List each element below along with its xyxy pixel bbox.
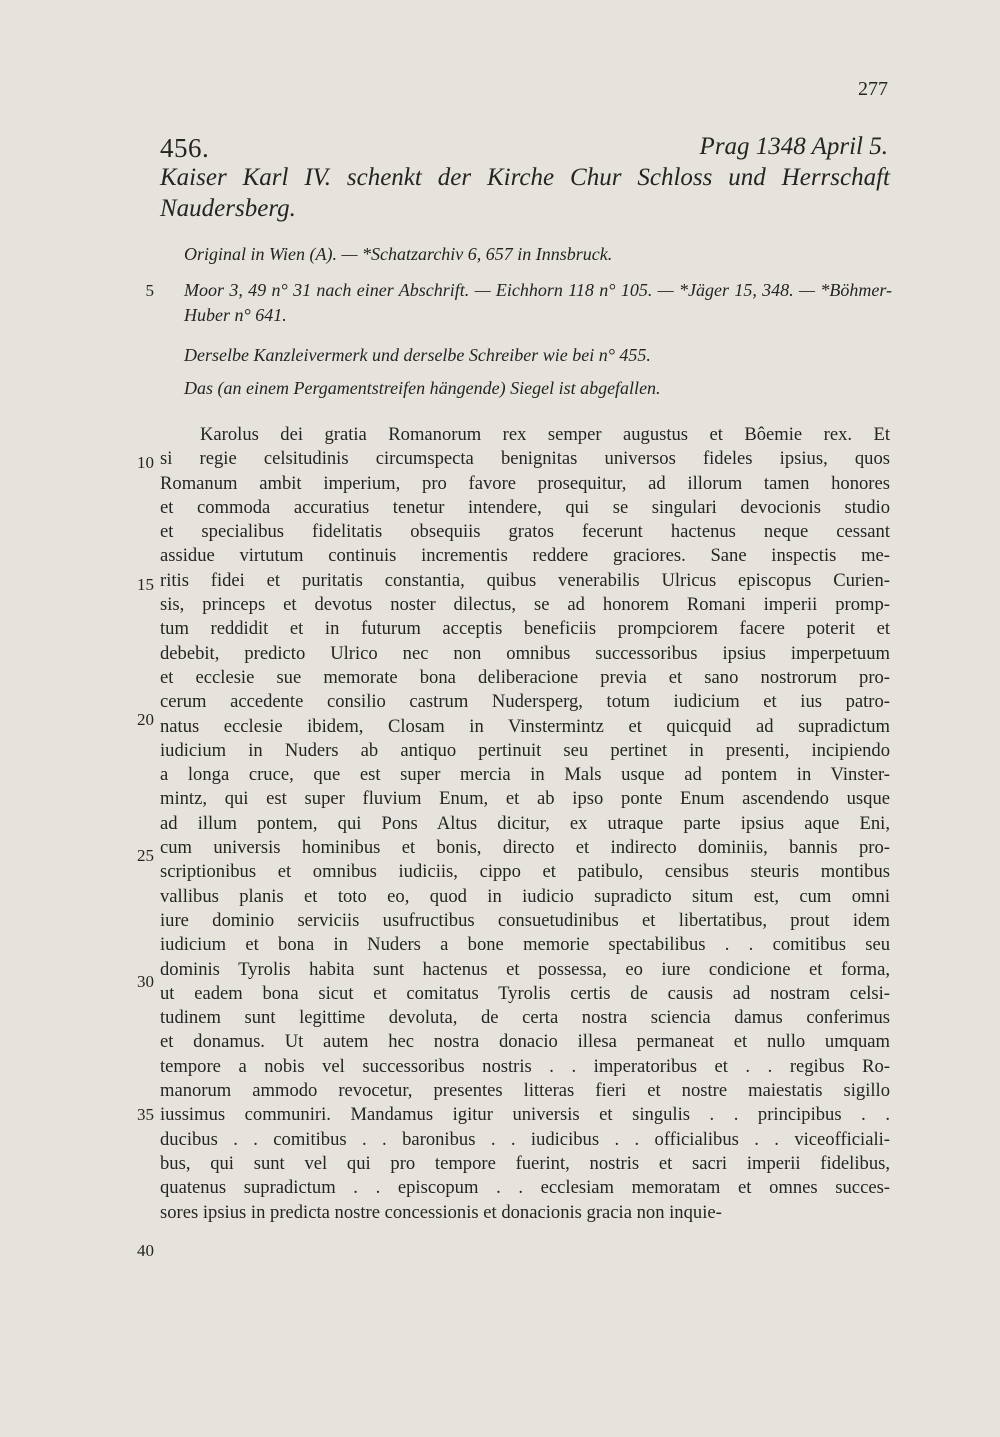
page-number: 277: [858, 78, 888, 100]
line-number-30: 30: [137, 972, 154, 991]
text-line: tum reddidit et in futurum acceptis beneficiis prompciorem facere poterit et: [160, 618, 890, 640]
text-line: ad illum pontem, qui Pons Altus dicitur, ex utraque parte ipsius aque Eni,: [160, 812, 890, 834]
charter-text: [160, 423, 890, 1225]
text-line: sis, princeps et devotus noster dilectus, se ad honorem Romani imperii promp-: [160, 594, 890, 616]
text-line: Romanum ambit imperium, pro favore prosequitur, ad illorum tamen honores: [160, 472, 890, 494]
text-line: iussimus communiri. Mandamus igitur universis et singulis . . principibus . .: [160, 1104, 890, 1126]
text-line: scriptionibus et omnibus iudiciis, cippo et patibulo, censibus steuris montibus: [160, 861, 890, 883]
text-line: dominis Tyrolis habita sunt hactenus et possessa, eo iure condicione et forma,: [160, 958, 890, 980]
text-line: vallibus planis et toto eo, quod in iudicio supradicto situm est, cum omni: [160, 885, 890, 907]
source-line-editions: Moor 3, 49 n° 31 nach einer Abschrift. — Eichhorn 118 n° 105. — *Jäger 15, 348. — *Böhmer-Huber n° 641.: [184, 280, 892, 325]
text-line: cum universis hominibus et bonis, directo et indirecto dominiis, bannis pro-: [160, 837, 890, 859]
text-line: Karolus dei gratia Romanorum rex semper augustus et Bôemie rex. Et: [200, 424, 890, 445]
document-number: 456.: [160, 133, 210, 163]
text-line: ut eadem bona sicut et comitatus Tyrolis certis de causis ad nostram celsi-: [160, 982, 890, 1004]
text-line: iure dominio serviciis usufructibus consuetudinibus et libertatibus, prout idem: [160, 909, 890, 931]
place-date: Prag 1348 April 5.: [699, 133, 888, 160]
text-line: tudinem sunt legittime devoluta, de certa nostra sciencia damus conferimus: [160, 1007, 890, 1029]
source-line-original: Original in Wien (A). — *Schatzarchiv 6, 657 in Innsbruck.: [184, 244, 613, 264]
text-line: et commoda accuratius tenetur intendere, qui se singulari devocionis studio: [160, 496, 890, 518]
line-number-20: 20: [137, 710, 154, 729]
text-line: natus ecclesie ibidem, Closam in Vinstermintz et quicquid ad supradictum: [160, 715, 890, 737]
text-line: si regie celsitudinis circumspecta benignitas universos fideles ipsius, quos: [160, 448, 890, 470]
text-line: quatenus supradictum . . episcopum . . ecclesiam memoratam et omnes succes-: [160, 1177, 890, 1199]
text-line: et specialibus fidelitatis obsequiis gratos fecerunt hactenus neque cessant: [160, 521, 890, 543]
line-number-15: 15: [137, 575, 154, 594]
line-number-10: 10: [137, 453, 154, 472]
text-line: debebit, predicto Ulrico nec non omnibus successoribus ipsius imperpetuum: [160, 642, 890, 664]
line-number-35: 35: [137, 1105, 154, 1124]
text-line: ducibus . . comitibus . . baronibus . . iudicibus . . officialibus . . viceofficiali-: [160, 1128, 890, 1150]
chancery-note: Derselbe Kanzleivermerk und derselbe Schreiber wie bei n° 455.: [184, 345, 651, 365]
text-line: mintz, qui est super fluvium Enum, et ab ipso ponte Enum ascendendo usque: [160, 788, 890, 810]
text-line: iudicium et bona in Nuders a bone memorie spectabilibus . . comitibus seu: [160, 934, 890, 956]
text-line: ritis fidei et puritatis constantia, quibus venerabilis Ulricus episcopus Curien-: [160, 569, 890, 591]
text-line: sores ipsius in predicta nostre concessionis et donacionis gracia non inquie-: [160, 1201, 722, 1223]
text-line: a longa cruce, que est super mercia in Mals usque ad pontem in Vinster-: [160, 764, 890, 786]
document-title: Kaiser Karl IV. schenkt der Kirche Chur Schloss und Herrschaft Naudersberg.: [160, 164, 890, 222]
text-line: bus, qui sunt vel qui pro tempore fuerint, nostris et sacri imperii fidelibus,: [160, 1152, 890, 1174]
text-line: manorum ammodo revocetur, presentes litteras fieri et nostre maiestatis sigillo: [160, 1080, 890, 1102]
text-line: cerum accedente consilio castrum Nudersperg, totum iudicium et ius patro-: [160, 691, 890, 713]
text-line: tempore a nobis vel successoribus nostris . . imperatoribus et . . regibus Ro-: [160, 1055, 890, 1077]
line-number-25: 25: [137, 846, 154, 865]
text-line: assidue virtutum continuis incrementis reddere graciores. Sane inspectis me-: [160, 545, 890, 567]
line-number-5: 5: [145, 281, 154, 300]
line-number-40: 40: [137, 1241, 154, 1260]
text-line: et ecclesie sue memorate bona deliberacione previa et sano nostrorum pro-: [160, 666, 890, 688]
text-line: et donamus. Ut autem hec nostra donacio illesa permaneat et nullo umquam: [160, 1031, 890, 1053]
seal-note: Das (an einem Pergamentstreifen hängende) Siegel ist abgefallen.: [184, 378, 661, 398]
text-line: iudicium in Nuders ab antiquo pertinuit seu pertinet in presenti, incipiendo: [160, 739, 890, 761]
